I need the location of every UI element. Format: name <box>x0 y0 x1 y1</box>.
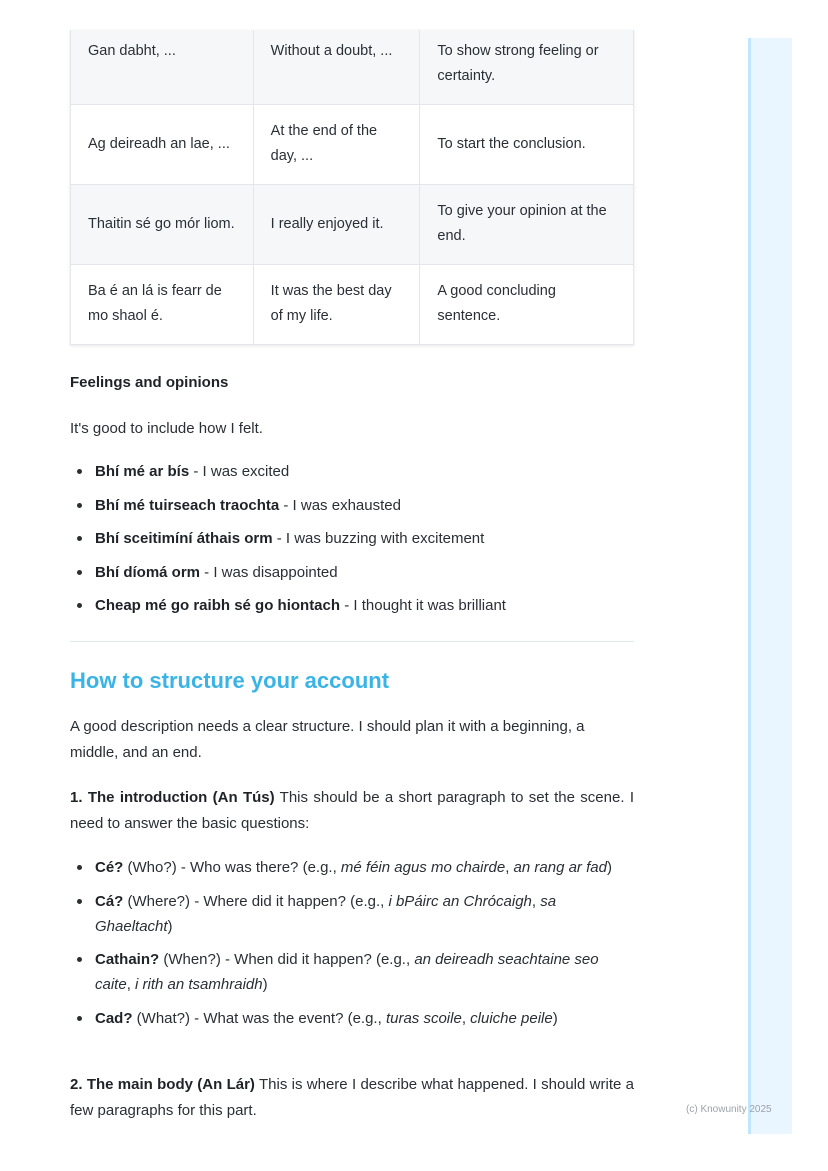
separator: , <box>126 976 136 993</box>
question-word: Cé? <box>95 859 124 876</box>
introduction-text: This should be a short paragraph to set the scene. I need to answer the basic questions: <box>70 789 634 832</box>
use-cell: To start the conclusion. <box>420 104 634 184</box>
use-cell: To give your opinion at the end. <box>420 184 634 264</box>
main-body-title: 2. The main body (An Lár) <box>70 1076 255 1093</box>
feelings-list <box>70 459 634 627</box>
example: an deireadh seachtaine seo caite <box>95 951 599 993</box>
irish-cell: Ba é an lá is fearr de mo shaol é. <box>71 264 254 344</box>
irish-cell: Ag deireadh an lae, ... <box>71 104 254 184</box>
right-margin-panel <box>748 38 792 1134</box>
irish-phrase: Bhí díomá orm <box>95 563 201 581</box>
separator: , <box>461 1009 471 1027</box>
english-cell: Without a doubt, ... <box>253 30 420 104</box>
list-item <box>70 855 634 880</box>
separator: , <box>505 859 514 876</box>
list-item <box>70 459 634 484</box>
example: i bPáirc an Chrócaigh <box>388 892 532 910</box>
english-cell: At the end of the day, ... <box>253 104 420 184</box>
table-row <box>71 184 634 264</box>
example: mé féin agus mo chairde <box>340 859 506 876</box>
closing-paren: ) <box>167 917 173 935</box>
irish-phrase: Bhí mé ar bís <box>95 463 190 480</box>
list-item <box>70 493 634 518</box>
question-text: (When?) - When did it happen? (e.g., <box>159 951 415 968</box>
irish-phrase: Cheap mé go raibh sé go hiontach <box>95 597 341 614</box>
closing-paren: ) <box>552 1009 558 1027</box>
closing-paren: ) <box>606 859 612 876</box>
question-word: Cá? <box>95 892 124 910</box>
phrase-meaning: - I was exhausted <box>279 496 401 514</box>
list-item <box>70 593 634 618</box>
example: turas scoile <box>385 1009 462 1027</box>
phrase-meaning: - I was excited <box>189 463 290 480</box>
introduction-title: 1. The introduction (An Tús) <box>70 789 275 806</box>
section-divider <box>70 641 634 642</box>
english-cell: It was the best day of my life. <box>253 264 420 344</box>
irish-cell: Thaitin sé go mór liom. <box>71 184 254 264</box>
list-item <box>70 560 634 585</box>
example: sa Ghaeltacht <box>95 892 557 935</box>
irish-phrase: Bhí mé tuirseach traochta <box>95 496 280 514</box>
main-body-text: This is where I describe what happened. I should write a few paragraphs for this part. <box>70 1076 635 1119</box>
phrase-meaning: - I thought it was brilliant <box>340 597 506 614</box>
phrase-meaning: - I was disappointed <box>200 563 338 581</box>
english-cell: I really enjoyed it. <box>253 184 420 264</box>
irish-cell: Gan dabht, ... <box>71 30 254 104</box>
table-row <box>71 104 634 184</box>
question-text: (Who?) - Who was there? (e.g., <box>123 859 341 876</box>
main-body-paragraph <box>70 1072 634 1124</box>
question-text: (Where?) - Where did it happen? (e.g., <box>123 892 389 910</box>
table-row <box>71 30 634 104</box>
structure-intro: A good description needs a clear structure. I should plan it with a beginning, a middle, and an end. <box>70 718 585 761</box>
irish-phrase: Bhí sceitimíní áthais orm <box>95 530 273 547</box>
introduction-paragraph <box>70 785 634 837</box>
phrases-table <box>70 30 634 345</box>
phrase-meaning: - I was buzzing with excitement <box>272 530 485 547</box>
closing-paren: ) <box>262 976 268 993</box>
use-cell: A good concluding sentence. <box>420 264 634 344</box>
list-item <box>70 889 634 939</box>
watermark: (c) Knowunity 2025 <box>686 1104 772 1115</box>
feelings-intro: It's good to include how I felt. <box>70 420 263 437</box>
feelings-heading: Feelings and opinions <box>70 374 229 391</box>
question-word: Cathain? <box>95 951 160 968</box>
table-row <box>71 264 634 344</box>
example: cluiche peile <box>470 1009 553 1027</box>
section-heading: How to structure your account <box>70 668 390 693</box>
list-item <box>70 526 634 551</box>
list-item <box>70 1006 634 1031</box>
list-item <box>70 947 634 997</box>
example: an rang ar fad <box>513 859 607 876</box>
question-word: Cad? <box>95 1009 133 1027</box>
use-cell: To show strong feeling or certainty. <box>420 30 634 104</box>
question-text: (What?) - What was the event? (e.g., <box>132 1009 386 1027</box>
questions-list <box>70 855 634 1039</box>
example: i rith an tsamhraidh <box>135 976 263 993</box>
separator: , <box>531 892 541 910</box>
